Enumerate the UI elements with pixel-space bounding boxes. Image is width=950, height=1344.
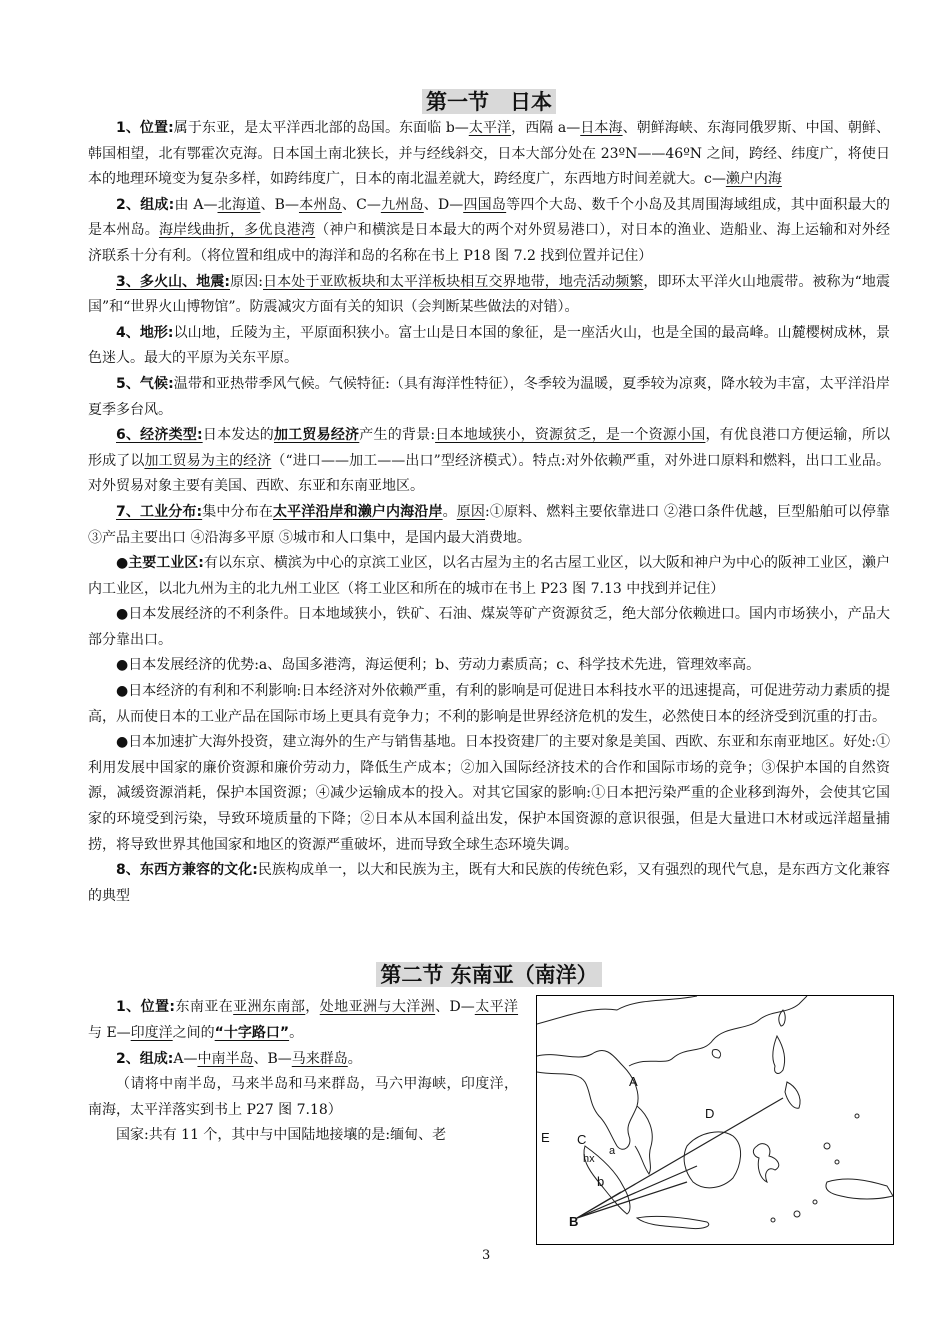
s2-paragraph-countries: 国家:共有 11 个，其中与中国陆地接壤的是:缅甸、老 [116,1127,447,1144]
s1-paragraph-volcano: 3、多火山、地震:原因:日本处于亚欧板块和太平洋板块相互交界地带，地壳活动频繁，即环太平洋火山地震带。被称为“地震国”和“世界火山博物馆”。防震减灾方面有关的知识（会判断某些做法的对错）。 [88,273,891,316]
s1-paragraph-climate: 5、气候:温带和亚热带季风气候。气候特征:（具有海洋性特征），冬季较为温暖，夏季较为凉爽，降水较为丰富，太平洋沿岸夏季多台风。 [88,375,891,418]
s1-paragraph-terrain: 4、地形:以山地，丘陵为主，平原面积狭小。富士山是日本国的象征，是一座活火山，也是全国的最高峰。山麓樱树成林，景色迷人。最大的平原为关东平原。 [88,324,891,367]
page [88,88,891,1230]
s1-paragraph-disadvantages: ●日本发展经济的不利条件。日本地域狭小，铁矿、石油、煤炭等矿产资源贫乏，绝大部分依赖进口。国内市场狭小，产品大部分靠出口。 [88,606,890,648]
map-label-C: C [577,1132,587,1148]
s1-paragraph-overseas: ●日本加速扩大海外投资，建立海外的生产与销售基地。日本投资建厂的主要对象是美国、西欧、东亚和东南亚地区。好处:①利用发展中国家的廉价资源和廉价劳动力，降低生产成本；②加入国际经济技术的合作和国际市场的竞争；③保护本国的自然资源，减缓资源消耗，保护本国资源；④减少运输成本的投入。对其它国家的影响:①日本把污染严重的企业移到海外，会使其它国家的环境受到污染，导致环境质量的下降；②日本从本国利益出发，保护本国资源的意识很强，但是大量进口木材或远洋超量捕捞，将导致世界其他国家和地区的资源严重破坏，进而导致全球生态环境失调。 [88,734,890,853]
section-2-title: 第二节 东南亚（南洋） [88,961,890,989]
s1-paragraph-composition: 2、组成:由 A—北海道、B—本州岛、C—九州岛、D—四国岛等四个大岛、数千个小岛及其周围海域组成，其中面积最大的是本州岛。海岸线曲折，多优良港湾（神户和横滨是日本最大的两个对外贸易港口），对日本的渔业、造船业、海上运输和对外经济联系十分有利。（将位置和组成中的海洋和岛的名称在书上 P18 图 7.2 找到位置并记住） [88,196,891,264]
map-label-hx: hx [583,1153,595,1166]
map-label-b: b [597,1174,605,1190]
s1-paragraph-location: 1、位置:属于东亚，是太平洋西北部的岛国。东面临 b—太平洋，西隔 a—日本海、朝鲜海峡、东海同俄罗斯、中国、朝鲜、韩国相望，北有鄂霍次克海。日本国土南北狭长，并与经线斜交，日本大部分处在 23ºN——46ºN 之间，跨经、纬度广，将使日本的地理环境变为复杂多样，如跨纬度广，日本的南北温差就大，跨经度广，东西地方时间差就大。c—濑户内海 [88,120,891,188]
page-number: 3 [482,1248,491,1263]
map-label-B: B [569,1214,579,1230]
map-label-D: D [705,1106,715,1122]
map-label-A: A [629,1074,638,1090]
section-2 [88,961,890,1230]
s2-paragraph-note: （请将中南半岛，马来半岛和马来群岛，马六甲海峡，印度洋，南海，太平洋落实到书上 P27 图 7.18） [88,1076,518,1118]
s1-paragraph-industrial-zones: ●主要工业区:有以东京、横滨为中心的京滨工业区，以名古屋为主的名古屋工业区，以大阪和神户为中心的阪神工业区，濑户内工业区，以北九州为主的北九州工业区（将工业区和所在的城市在书上 P23 图 7.13 中找到并记住） [88,555,890,597]
s1-paragraph-advantages: ●日本发展经济的优势:a、岛国多港湾，海运便利；b、劳动力素质高；c、科学技术先进，管理效率高。 [116,657,761,674]
s1-paragraph-economy: 6、经济类型:日本发达的加工贸易经济产生的背景:日本地域狭小，资源贫乏，是一个资源小国，有优良港口方便运输，所以形成了以加工贸易为主的经济（“进口——加工——出口”型经济模式）。特点:对外依赖严重，对外进口原料和燃料，出口工业品。对外贸易对象主要有美国、西欧、东亚和东南亚地区。 [88,427,891,495]
s1-paragraph-culture: 8、东西方兼容的文化:民族构成单一，以大和民族为主，既有大和民族的传统色彩，又有强烈的现代气息，是东西方文化兼容的典型 [88,862,890,904]
s1-paragraph-industry: 7、工业分布:集中分布在太平洋沿岸和濑户内海沿岸。原因:①原料、燃料主要依靠进口 ②港口条件优越，巨型船舶可以停靠 ③产品主要出口 ④沿海多平原 ⑤城市和人口集中，是国内最大消费地。 [88,503,891,546]
s2-paragraph-location: 1、位置:东南亚在亚洲东南部，处地亚洲与大洋洲、D—太平洋与 E—印度洋之间的“十字路口”。 [88,999,519,1041]
s2-paragraph-composition: 2、组成:A—中南半岛、B—马来群岛。 [116,1050,362,1067]
southeast-asia-map [536,995,894,1245]
s1-paragraph-impacts: ●日本经济的有利和不利影响:日本经济对外依赖严重，有利的影响是可促进日本科技水平的迅速提高，可促进劳动力素质的提高，从而使日本的工业产品在国际市场上更具有竞争力；不利的影响是世界经济危机的发生，必然使日本的经济受到沉重的打击。 [88,683,890,725]
map-label-E: E [541,1130,550,1146]
map-label-a: a [609,1145,616,1158]
section-1-title: 第一节 日本 [88,88,890,116]
